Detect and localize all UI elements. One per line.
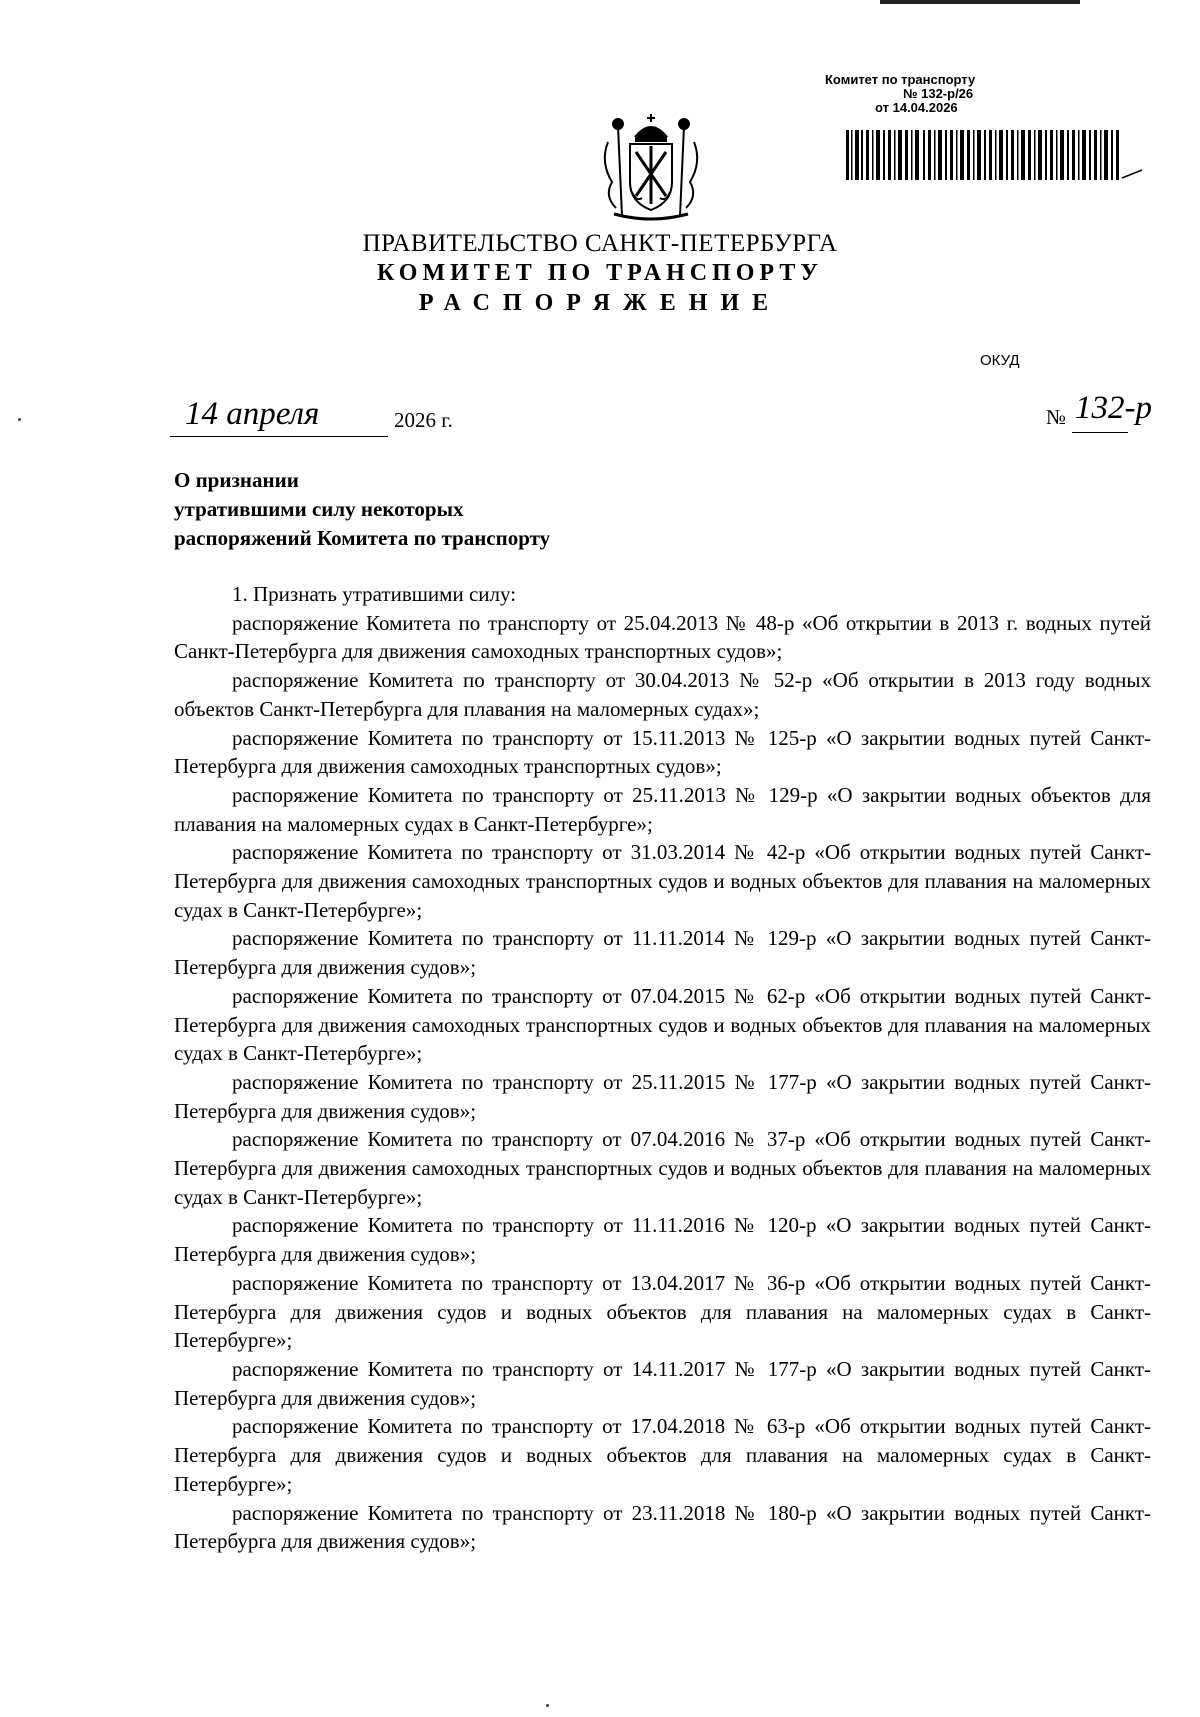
- committee-title: КОМИТЕТ ПО ТРАНСПОРТУ: [377, 260, 823, 286]
- handwritten-date: 14 апреля: [185, 396, 320, 432]
- subject-line: распоряжений Комитета по транспорту: [174, 526, 551, 550]
- stamp-committee: Комитет по транспорту: [825, 72, 976, 87]
- subject-line: утратившими силу некоторых: [174, 497, 464, 521]
- repealed-order-item: распоряжение Комитета по транспорту от 30.04.2013 № 52-р «Об открытии в 2013 году водных объектов Санкт-Петербурга для плавания на маломерных судах»;: [174, 668, 1151, 721]
- repealed-order-item: распоряжение Комитета по транспорту от 14.11.2017 № 177-р «О закрытии водных путей Санкт-Петербурга для движения судов»;: [174, 1356, 1151, 1410]
- scan-speck: [546, 1704, 549, 1707]
- repealed-order-item: распоряжение Комитета по транспорту от 15.11.2013 № 125-р «О закрытии водных путей Санкт-Петербурга для движения самоходных транспортных судов»;: [174, 725, 1151, 779]
- repealed-order-item: распоряжение Комитета по транспорту от 25.11.2013 № 129-р «О закрытии водных объектов для плавания на маломерных судах в Санкт-Петербурге»;: [174, 782, 1151, 836]
- document-subject: [174, 466, 550, 553]
- document-type-title: РАСПОРЯЖЕНИЕ: [418, 290, 782, 316]
- repealed-order-item: распоряжение Комитета по транспорту от 17.04.2018 № 63-р «Об открытии водных путей Санкт-Петербурга для движения судов и водных объектов для плавания на маломерных судах в Санкт-Петербурге»;: [174, 1414, 1151, 1496]
- repealed-order-item: распоряжение Комитета по транспорту от 11.11.2014 № 129-р «О закрытии водных путей Санкт-Петербурга для движения судов»;: [174, 926, 1151, 980]
- number-underline: [1072, 432, 1128, 433]
- stamp-number: № 132-р/26: [903, 86, 974, 101]
- date-year: 2026 г.: [394, 408, 453, 432]
- stamp-date: от 14.04.2026: [875, 100, 958, 115]
- barcode-icon: [846, 130, 1146, 182]
- order-number-label: №: [1046, 405, 1067, 429]
- repealed-order-item: распоряжение Комитета по транспорту от 31.03.2014 № 42-р «Об открытии водных путей Санкт-Петербурга для движения самоходных транспортных судов и водных объектов для плавания на маломерных судах в Санкт-Петербурге»;: [174, 840, 1151, 922]
- government-title: ПРАВИТЕЛЬСТВО САНКТ-ПЕТЕРБУРГА: [362, 230, 838, 257]
- top-scan-rule: [880, 0, 1080, 4]
- repealed-order-item: распоряжение Комитета по транспорту от 13.04.2017 № 36-р «Об открытии водных путей Санкт-Петербурга для движения судов и водных объектов для плавания на маломерных судах в Санкт-Петербурге»;: [174, 1270, 1151, 1353]
- body-intro: 1. Признать утратившими силу:: [232, 582, 517, 606]
- scan-speck: [18, 418, 21, 421]
- handwritten-order-number: 132-р: [1075, 390, 1152, 426]
- repealed-order-item: распоряжение Комитета по транспорту от 23.11.2018 № 180-р «О закрытии водных путей Санкт-Петербурга для движения судов»;: [174, 1500, 1151, 1554]
- repealed-order-item: распоряжение Комитета по транспорту от 07.04.2015 № 62-р «Об открытии водных путей Санкт-Петербурга для движения самоходных транспортных судов и водных объектов для плавания на маломерных судах в Санкт-Петербурге»;: [174, 983, 1151, 1066]
- spb-coat-of-arms-icon: [598, 112, 704, 222]
- okud-label: ОКУД: [980, 352, 1020, 369]
- repealed-order-item: распоряжение Комитета по транспорту от 07.04.2016 № 37-р «Об открытии водных путей Санкт-Петербурга для движения самоходных транспортных судов и водных объектов для плавания на маломерных судах в Санкт-Петербурге»;: [174, 1127, 1151, 1209]
- document-body: [174, 580, 1151, 1556]
- date-underline: [170, 436, 388, 437]
- repealed-order-item: распоряжение Комитета по транспорту от 11.11.2016 № 120-р «О закрытии водных путей Санкт-Петербурга для движения судов»;: [174, 1213, 1151, 1267]
- repealed-order-item: распоряжение Комитета по транспорту от 25.04.2013 № 48-р «Об открытии в 2013 г. водных путей Санкт-Петербурга для движения самоходных транспортных судов»;: [174, 610, 1151, 664]
- subject-line: О признании: [174, 468, 299, 492]
- repealed-order-item: распоряжение Комитета по транспорту от 25.11.2015 № 177-р «О закрытии водных путей Санкт-Петербурга для движения судов»;: [174, 1069, 1151, 1123]
